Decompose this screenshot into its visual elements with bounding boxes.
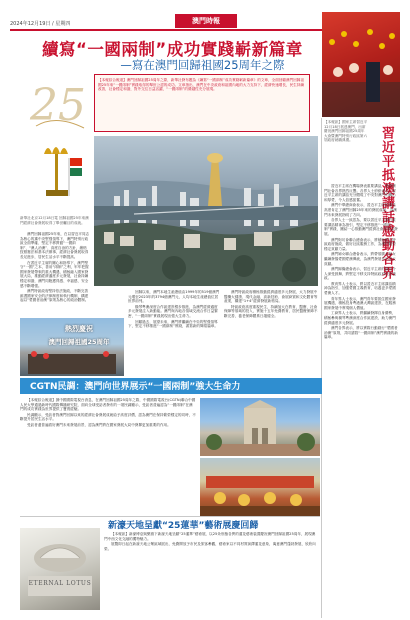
side-caption: 【本報訊】國家主席習近平12月18日抵達澳門，出席慶祝澳門回歸祖國25周年大會暨澳門特別行政區第六屆政府就職典禮。 bbox=[324, 120, 368, 143]
art-article-body bbox=[104, 532, 318, 612]
article-right-p1: 澳門特區政府積極推動經濟適度多元發展，大力發展中醫藥大健康、現代金融、高新技術、會展商貿和文化體育等產業，構建“1+4”經濟發展新格局。 bbox=[224, 290, 318, 304]
cgtn-p1: 【本報綜合報道】據中國國際電視台消息，在澳門回歸祖國25周年之際，中國國際電視台(CGTN)聯合中國人民大學通過新時代國際傳播研究院，面向全球受訪者發布的一項民調顯示，受訪者普遍認為“一國兩制”在澳門的成功實踐為世界提供了寶貴經驗。 bbox=[20, 398, 196, 412]
macau-skyline-photo bbox=[94, 136, 318, 286]
main-photo-caption: 新華社北京12月18日電 回歸祖國25年來澳門經濟社會發展取得了舉世矚目的成就。 bbox=[20, 216, 89, 225]
article-left-p2: 在習近平主席的關心和指導下，澳門堅守“一國”之本，善用“兩制”之利，牢牢把握國家發展帶來的重大機遇，積極融入國家發展大局，推動經濟適度多元發展，社會持續穩定和諧，澳門同胞獲得感、幸福感、安全感不斷增強。 bbox=[20, 260, 89, 288]
section-divider bbox=[20, 516, 320, 517]
lotus-label: ETERNAL LOTUS bbox=[28, 580, 92, 587]
article-mid-p1: 回歸以來，澳門本地生產總值由1999年的519億澳門元增至2023年的3794億澳門元，人均本地生產總值位居世界前列。 bbox=[128, 290, 220, 304]
article-mid-p2: 橫琴粵澳深度合作區建設穩步推進，為澳門經濟適度多元發展注入新動能。澳門與內地各領域交流合作日益緊密，“一國兩制”實踐展現出強大生命力。 bbox=[128, 304, 218, 318]
main-subheadline: —寫在澳門回歸祖國25周年之際 bbox=[120, 58, 285, 72]
lotus-statue-icon bbox=[44, 147, 68, 196]
lead-text: 【本報綜合報道】澳門回歸祖國25周年之際，新華社發布題為《續寫“一國兩制”成功實踐嶄新篇章》的文章，全面回顧澳門回歸祖國25年來“一國兩制”實踐取得的舉世公認的成功。文章指出，澳門在中央政府和祖國內地的大力支持下，經濟快速增長，民生持續改善，社會穩定和諧，對外交往日益活躍，“一國兩制”的優越性充分展現。 bbox=[98, 78, 304, 92]
side-p2: 澳門中華總商會表示，習近平主席的講話高度肯定了澳門回歸25年來的發展成就，為澳門未來發展指明了方向。 bbox=[324, 203, 397, 217]
cgtn-article-body bbox=[20, 398, 196, 514]
side-p5: 澳門婦女聯合總會表示，將帶領廣大婦女繼續發揚愛國愛澳傳統，為澳門發展作出更大貢獻。 bbox=[324, 252, 396, 266]
cgtn-p2: 民調顯示，受訪者對澳門回歸以來的經濟社會發展成就給予高度評價，認為澳門在保持繁榮穩定的同時，不斷提升居民生活水平。 bbox=[20, 412, 196, 422]
side-p10: 澳門各界表示，將以實際行動踐行“愛國者治澳”原則，共同譜寫“一國兩制”澳門實踐的新篇章。 bbox=[324, 326, 398, 340]
st-paul-ruins-photo bbox=[200, 398, 320, 456]
article-mid-p3: 回顧過去，展望未來，澳門將繼續在中央的堅強領導下，堅定不移推進“一國兩制”實踐，書寫新的輝煌篇章。 bbox=[128, 319, 218, 329]
art-exhibit-headline: 新濠天地呈獻“25蓮華”藝術展慶回歸 bbox=[108, 521, 259, 531]
cgtn-headline: CGTN民調：澳門向世界展示“一國兩制”強大生命力 bbox=[30, 382, 241, 392]
welcome-crowd-photo bbox=[322, 12, 400, 117]
article-left-p3: 澳門特區政府堅持依法施政，不斷完善維護國家安全的法律制度和執行機制，構建起以“愛國者治澳”原則為核心的政治體制。 bbox=[20, 289, 89, 303]
newspaper-logo: 澳門時報 bbox=[175, 14, 237, 28]
column-divider bbox=[321, 118, 322, 618]
anniversary-badge bbox=[38, 324, 120, 362]
anniversary-25-graphic bbox=[26, 74, 92, 214]
article-left-p1: 澳門回歸祖國25年來，在以習近平同志為核心的黨中央堅強領導下，澳門特別行政區全面準確、堅定不移貫徹“一國兩制”、“澳人治澳”、高度自治的方針，嚴格按照憲法和基本法辦事，經濟社會發展取得長足進步，居民生活水平不斷提高。 bbox=[20, 232, 90, 259]
svg-text:25: 25 bbox=[30, 80, 86, 131]
cgtn-p3: 受訪者還普遍看好澳門未來發展前景，認為澳門將在國家發展大局中發揮更加重要的作用。 bbox=[27, 422, 171, 427]
side-p1: 習近平主席在機場發表重要講話，受到澳門社會各界熱烈反響。各界人士紛紛表示，習近平主席的講話充分體現了中央對澳門的關心和厚愛，令人倍感振奮。 bbox=[324, 184, 396, 202]
badge-subtitle: 澳門回歸祖國25周年 bbox=[48, 338, 110, 346]
ruins-facade-icon bbox=[244, 400, 276, 444]
eternal-lotus-photo bbox=[20, 528, 100, 610]
main-headline: 續寫“一國兩制”成功實踐嶄新篇章 bbox=[42, 40, 303, 59]
side-p8: 青年界人士表示，澳門青年要抓住國家發展機遇，積極投身粵港澳大灣區建設，在服務國家發展中實現個人價值。 bbox=[324, 296, 396, 310]
festival-stall-photo bbox=[200, 458, 320, 516]
side-headline: 習近平抵澳講話感動各界 bbox=[379, 126, 394, 280]
lisboa-tower-icon bbox=[207, 153, 223, 206]
article-right-column bbox=[224, 290, 320, 374]
side-p6: 澳門歸僑總會表示，習近平主席的講話令人深受鼓舞，將堅定不移支持特區政府依法施政。 bbox=[324, 267, 396, 281]
art-p1: 【本報訊】新濠博亞娛樂旗下新濠天地呈獻“25蓮華”藝術展，以25朵形態各異的蓮花藝術裝置慶祝澳門回歸祖國25周年，展現澳門中西文化交融的獨特魅力。 bbox=[104, 532, 316, 541]
badge-title: 熱烈慶祝 bbox=[65, 325, 93, 333]
issue-date: 2024年12月19日 / 星期四 bbox=[10, 21, 71, 27]
lead-box bbox=[94, 74, 310, 132]
side-p7: 教育界人士表示，將以習近平主席講話精神為指引，加強愛國主義教育，培養更多愛國愛澳人才。 bbox=[324, 281, 396, 296]
side-p4: 澳門街坊會聯合總會表示，將積極配合特區政府施政，做好社區服務工作，為澳門繁榮穩定貢獻力量。 bbox=[324, 237, 396, 251]
article-right-p2: 特區政府高度重視民生，持續加大在教育、醫療、社會保障等領域的投入，實施十五年免費教育，居民醫療保障不斷完善，養老保障體系日趨健全。 bbox=[224, 304, 318, 318]
article-mid-column bbox=[128, 290, 220, 374]
article-left-column bbox=[20, 232, 90, 314]
side-p3: 各界人士一致認為，要以習近平主席的重要講話精神為指引，堅定不移推進“一國兩制”實踐，團結一心推動澳門經濟社會高質量發展。 bbox=[324, 218, 398, 236]
side-article-body bbox=[324, 184, 398, 614]
art-p2: 展覽即日起在新濠天地公眾區域展出，免費開放予市民及旅客參觀，藝術家以不同材質演繹蓮花意象，寓意澳門蓬勃發展、欣欣向榮。 bbox=[104, 542, 316, 551]
side-p9: 工商界人士表示，將繼續發揮自身優勢，積極參與橫琴粵澳深度合作區建設，助力澳門經濟適度多元發展。 bbox=[324, 311, 396, 325]
flag-icon bbox=[70, 158, 82, 166]
